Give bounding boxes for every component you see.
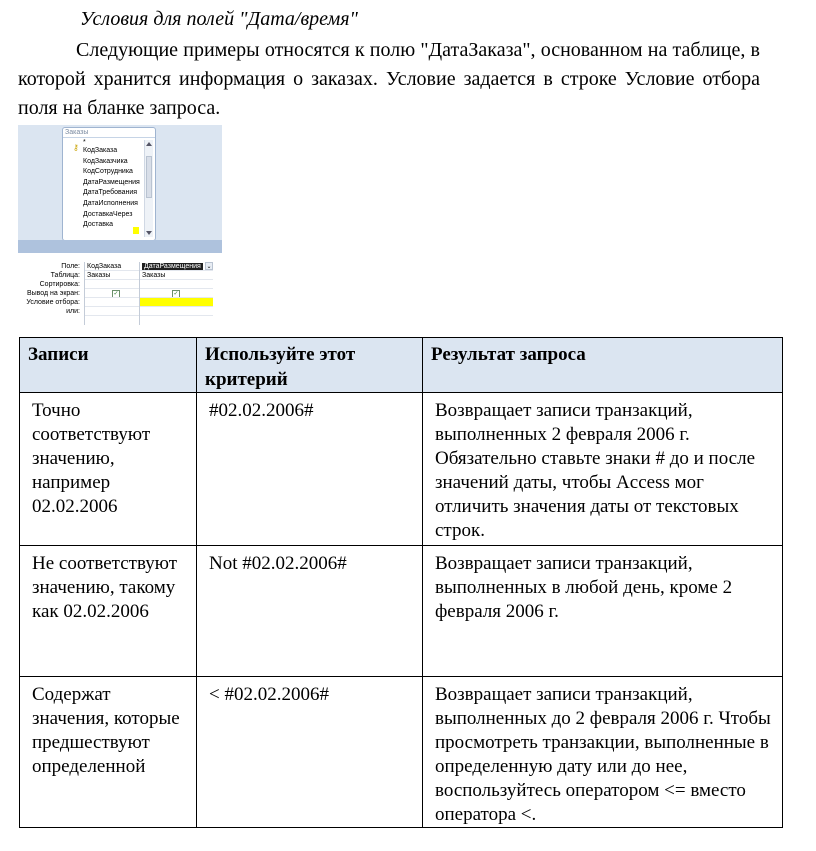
field-item[interactable]: КодЗаказа [83,147,118,154]
grid-cell-field[interactable] [140,262,213,271]
field-item[interactable]: ДатаТребования [83,189,138,197]
cell-result: Возвращает записи транзакций, выполненных 2 февраля 2006 г. Обязательно ставьте знаки # до и после значений даты, чтобы Access мог отличить значения даты от текстовых строк. [423,393,783,546]
cell-records: Содержат значения, которые предшествуют определенной [20,677,197,828]
pane-splitter[interactable] [18,240,222,253]
grid-cell-show[interactable] [85,289,140,298]
scroll-down-arrow-icon[interactable] [146,231,152,235]
section-heading: Условия для полей "Дата/время" [80,8,358,30]
grid-column-1 [84,262,140,325]
intro-text: Следующие примеры относятся к полю "ДатаЗаказа", основанном на таблице, в которой хранится информация о заказах. Условие задается в строке Условие отбора поля на бланке запроса. [18,39,760,119]
field-item[interactable]: ДатаИсполнения [83,199,138,207]
field-item[interactable]: КодСотрудника [83,168,133,176]
highlight-marker [133,227,139,234]
grid-cell-or[interactable] [140,307,213,316]
table-field-list [62,127,156,241]
design-grid [18,262,222,327]
row-label-sort: Сортировка: [39,281,80,288]
scroll-thumb[interactable] [146,156,152,198]
grid-cell-criteria[interactable] [85,298,140,307]
grid-column-2 [139,262,213,325]
cell-result: Возвращает записи транзакций, выполненных в любой день, кроме 2 февраля 2006 г. [423,546,783,677]
scroll-up-arrow-icon[interactable] [146,142,152,146]
cell-result: Возвращает записи транзакций, выполненных до 2 февраля 2006 г. Чтобы просмотреть транзакции, выполненные в определенную дату или до нее, воспользуйтесь оператором <= вместо оператора <. [423,677,783,828]
grid-cell-or[interactable] [85,307,140,316]
criteria-table [19,337,783,828]
table-row [20,393,783,546]
table-row [20,546,783,677]
header-result: Результат запроса [423,338,783,393]
header-records: Записи [20,338,197,393]
field-item[interactable]: ДатаРазмещения [83,178,140,186]
grid-cell-sort[interactable] [85,280,140,289]
table-header-row [20,338,783,393]
cell-criterion: < #02.02.2006# [197,677,423,828]
field-item[interactable]: КодЗаказчика [83,157,128,165]
row-label-criteria: Условие отбора: [26,299,80,306]
header-criterion: Используйте этот критерий [197,338,423,393]
all-fields-star[interactable]: * [83,139,86,146]
grid-cell-table[interactable]: Заказы [140,271,213,280]
dropdown-arrow-icon[interactable]: ⌄ [206,264,212,270]
row-label-or: или: [66,308,80,315]
cell-records: Не соответствуют значению, такому как 02.02.2006 [20,546,197,677]
grid-cell-criteria-highlighted[interactable] [140,298,213,307]
grid-row-labels [18,262,82,316]
grid-cell-field[interactable]: КодЗаказа [85,262,140,271]
intro-paragraph [18,36,760,123]
grid-cell-sort[interactable] [140,280,213,289]
row-label-field: Поле: [61,263,80,270]
field-list-scrollbar[interactable] [144,140,153,237]
field-item[interactable]: Доставка [83,221,114,229]
table-title: Заказы [63,128,155,138]
selected-field-value[interactable]: ДатаРазмещения [144,263,201,270]
grid-cell-show[interactable] [140,289,213,298]
grid-cell-table[interactable]: Заказы [85,271,140,280]
row-label-show: Вывод на экран: [26,290,80,297]
primary-key-icon: ⚷ [73,143,79,152]
table-pane [18,125,222,240]
field-item[interactable]: ДоставкаЧерез [83,210,133,218]
cell-criterion: Not #02.02.2006# [197,546,423,677]
query-designer-screenshot [18,125,222,327]
cell-records: Точно соответствуют значению, например 02.02.2006 [20,393,197,546]
table-row [20,677,783,828]
show-checkbox[interactable]: ✓ [173,291,179,297]
cell-criterion: #02.02.2006# [197,393,423,546]
row-label-table: Таблица: [50,272,80,279]
show-checkbox[interactable]: ✓ [113,291,119,297]
